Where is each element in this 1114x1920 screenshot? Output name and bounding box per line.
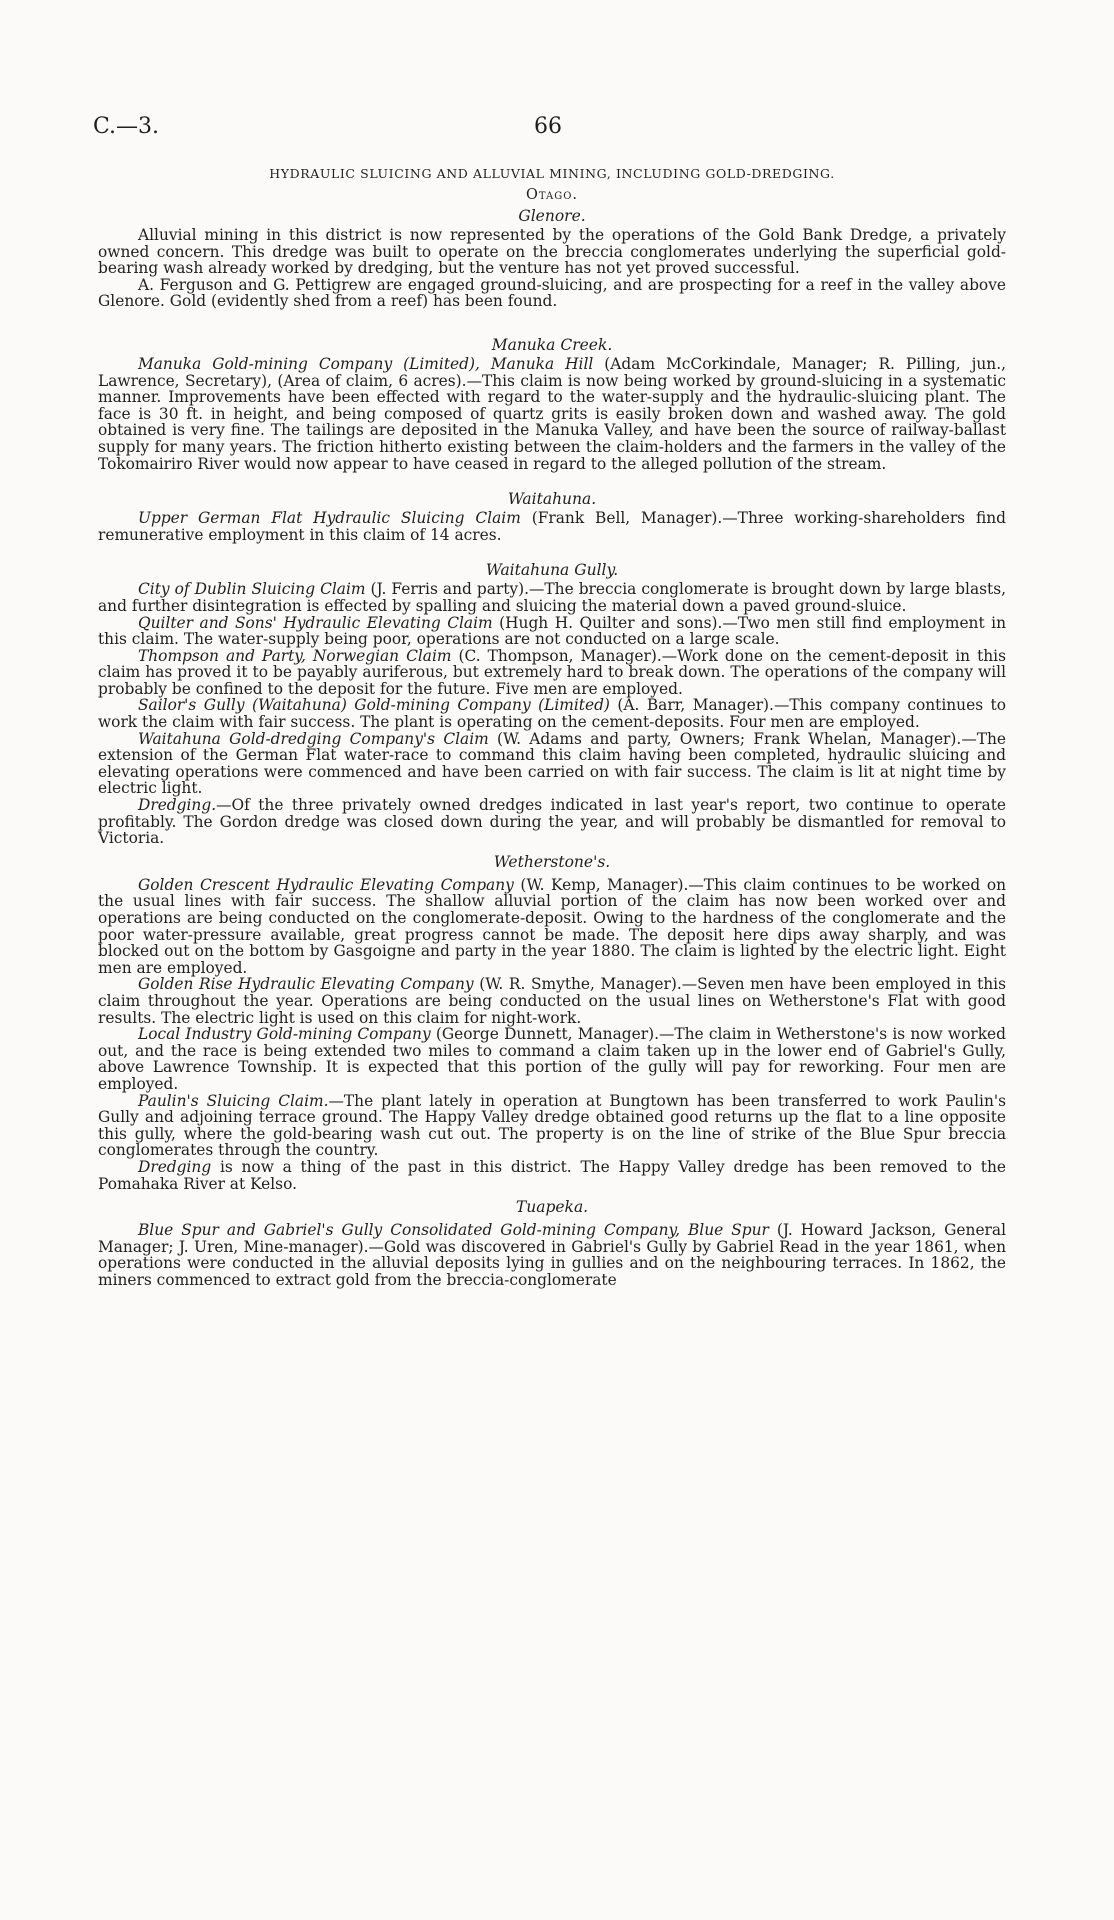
claim-name: Upper German Flat Hydraulic Sluicing Claim <box>138 509 521 528</box>
paragraph <box>98 615 1006 648</box>
paragraph <box>98 356 1006 472</box>
claim-name: Local Industry Gold-mining Company <box>138 1025 431 1044</box>
paragraph-text: is now a thing of the past in this district. The Happy Valley dredge has been removed to the Pomahaka River at Kelso. <box>98 1157 1006 1193</box>
paragraph-text: (W. Adams and party, Owners; Frank Whelan, Manager).—The extension of the German Flat water-race to command this claim having been completed, hydraulic sluicing and elevating operations were commenced and have been carried on with fair success. The claim is lit at night time by electric light. <box>98 729 1006 798</box>
paragraph <box>98 581 1006 614</box>
paragraph <box>98 797 1006 847</box>
paragraph-text: (Adam McCorkindale, Manager; R. Pilling, jun., Lawrence, Secretary), (Area of claim, 6 acres).—This claim is now being worked by ground-sluicing in a systematic manner. Improvements have been effected with regard to the water-supply and the hydraulic-sluicing plant. The face is 30 ft. in height, and being composed of quartz grits is easily broken down and washed away. The gold obtained is very fine. The tailings are deposited in the Manuka Valley, and have been the source of railway-ballast supply for many years. The friction hitherto existing between the claim-holders and the farmers in the valley of the Tokomairiro River would now appear to have ceased in regard to the alleged pollution of the stream. <box>98 354 1006 473</box>
claim-name: City of Dublin Sluicing Claim <box>138 580 366 599</box>
paragraph <box>98 731 1006 797</box>
section-heading-waitahuna-gully: Waitahuna Gully. <box>485 561 619 580</box>
paragraph-text: (Hugh H. Quilter and sons).—Two men still find employment in this claim. The water-supply being poor, operations are not conducted on a large scale. <box>98 613 1006 649</box>
paragraph-text: (W. Kemp, Manager).—This claim continues to be worked on the usual lines with fair success. The shallow alluvial portion of the claim has now been worked over and operations are being conducted on the conglomerate-deposit. Owing to the hardness of the conglomerate and the poor water-pressure available, great progress cannot be made. The deposit here dips away sharply, and was blocked out on the bottom by Gasgoigne and party in the year 1880. The claim is lighted by the electric light. Eight men are employed. <box>98 875 1006 977</box>
paragraph-text: —Of the three privately owned dredges indicated in last year's report, two continue to operate profitably. The Gordon dredge was closed down during the year, and will probably be dismantled for removal to Victoria. <box>98 796 1006 848</box>
claim-name: Paulin's Sluicing Claim. <box>138 1091 329 1110</box>
paragraph-text: (Frank Bell, Manager).—Three working-shareholders find remunerative employment in this claim of 14 acres. <box>98 509 1006 544</box>
paragraph-text: (A. Barr, Manager).—This company continues to work the claim with fair success. The plant is operating on the cement-deposits. Four men are employed. <box>98 696 1006 732</box>
paragraph: A. Ferguson and G. Pettigrew are engaged ground-sluicing, and are prospecting for a reef in the valley above Glenore. Gold (evidently shed from a reef) has been found. <box>98 275 1006 311</box>
claim-name: Sailor's Gully (Waitahuna) Gold-mining Company (Limited) <box>138 696 610 715</box>
section-heading-waitahuna: Waitahuna. <box>507 490 597 509</box>
report-reference: C.—3. <box>93 114 160 139</box>
paragraph-text: (J. Ferris and party).—The breccia conglomerate is brought down by large blasts, and further disintegration is effected by spalling and sluicing the material down a paved ground-sluice. <box>98 580 1006 615</box>
claim-name: Dredging. <box>138 796 217 815</box>
page-title: HYDRAULIC SLUICING AND ALLUVIAL MINING, INCLUDING GOLD-DREDGING. <box>269 166 835 181</box>
paragraph <box>98 1026 1006 1092</box>
paragraph-text: (J. Howard Jackson, General Manager; J. Uren, Mine-manager).—Gold was discovered in Gabriel's Gully by Gabriel Read in the year 1861, when operations were conducted in the alluvial deposits lying in gullies and on the neighbouring terraces. In 1862, the miners commenced to extract gold from the breccia-conglomerate <box>98 1221 1007 1289</box>
section-heading-manuka-creek: Manuka Creek. <box>491 335 613 354</box>
claim-name: Golden Rise Hydraulic Elevating Company <box>138 975 474 994</box>
section-heading-glenore: Glenore. <box>518 207 586 225</box>
paragraph <box>98 510 1006 543</box>
paragraph: Alluvial mining in this district is now represented by the operations of the Gold Bank Dredge, a privately owned concern. This dredge was built to operate on the breccia conglomerates underlying the superficial gold-bearing wash already worked by dredging, but the venture has not yet proved successful. <box>98 226 1006 278</box>
claim-name: Quilter and Sons' Hydraulic Elevating Claim <box>138 613 493 632</box>
claim-name: Blue Spur and Gabriel's Gully Consolidated Gold-mining Company, Blue Spur <box>138 1221 769 1240</box>
region-heading: Otago. <box>525 187 579 203</box>
page-number: 66 <box>534 114 562 139</box>
claim-name: Waitahuna Gold-dredging Company's Claim <box>138 729 489 748</box>
section-heading-tuapeka: Tuapeka. <box>515 1198 589 1217</box>
paragraph <box>98 1093 1006 1159</box>
paragraph <box>98 697 1006 730</box>
paragraph-text: (George Dunnett, Manager).—The claim in Wetherstone's is now worked out, and the race is being extended two miles to command a claim taken up in the lower end of Gabriel's Gully, above Lawrence Township. It is expected that this portion of the gully will pay for reworking. Four men are employed. <box>98 1025 1007 1093</box>
claim-name: Golden Crescent Hydraulic Elevating Company <box>138 875 514 894</box>
paragraph <box>98 648 1006 698</box>
claim-name: Manuka Gold-mining Company (Limited), Manuka Hill <box>138 354 594 373</box>
paragraph <box>98 877 1006 977</box>
paragraph <box>98 976 1006 1026</box>
claim-name: Dredging <box>138 1157 212 1176</box>
paragraph-text: (W. R. Smythe, Manager).—Seven men have been employed in this claim throughout the year. Operations are being conducted on the usual lines on Wetherstone's Flat with good results. The electric light is used on this claim for night-work. <box>98 975 1006 1027</box>
document-body <box>98 166 1006 1288</box>
paragraph <box>98 1222 1006 1288</box>
claim-name: Thompson and Party, Norwegian Claim <box>138 646 452 665</box>
section-heading-wetherstones: Wetherstone's. <box>493 852 611 871</box>
paragraph <box>98 1159 1006 1192</box>
paragraph-text: (C. Thompson, Manager).—Work done on the cement-deposit in this claim has proved it to be payably auriferous, but extremely hard to break down. The operations of the company will probably be confined to the deposit for the future. Five men are employed. <box>98 646 1006 698</box>
paragraph-text: —The plant lately in operation at Bungtown has been transferred to work Paulin's Gully and adjoining terrace ground. The Happy Valley dredge obtained good returns up the flat to a line opposite this gully, where the gold-bearing wash cut out. The property is on the line of strike of the Blue Spur breccia conglomerates through the country. <box>98 1091 1006 1160</box>
